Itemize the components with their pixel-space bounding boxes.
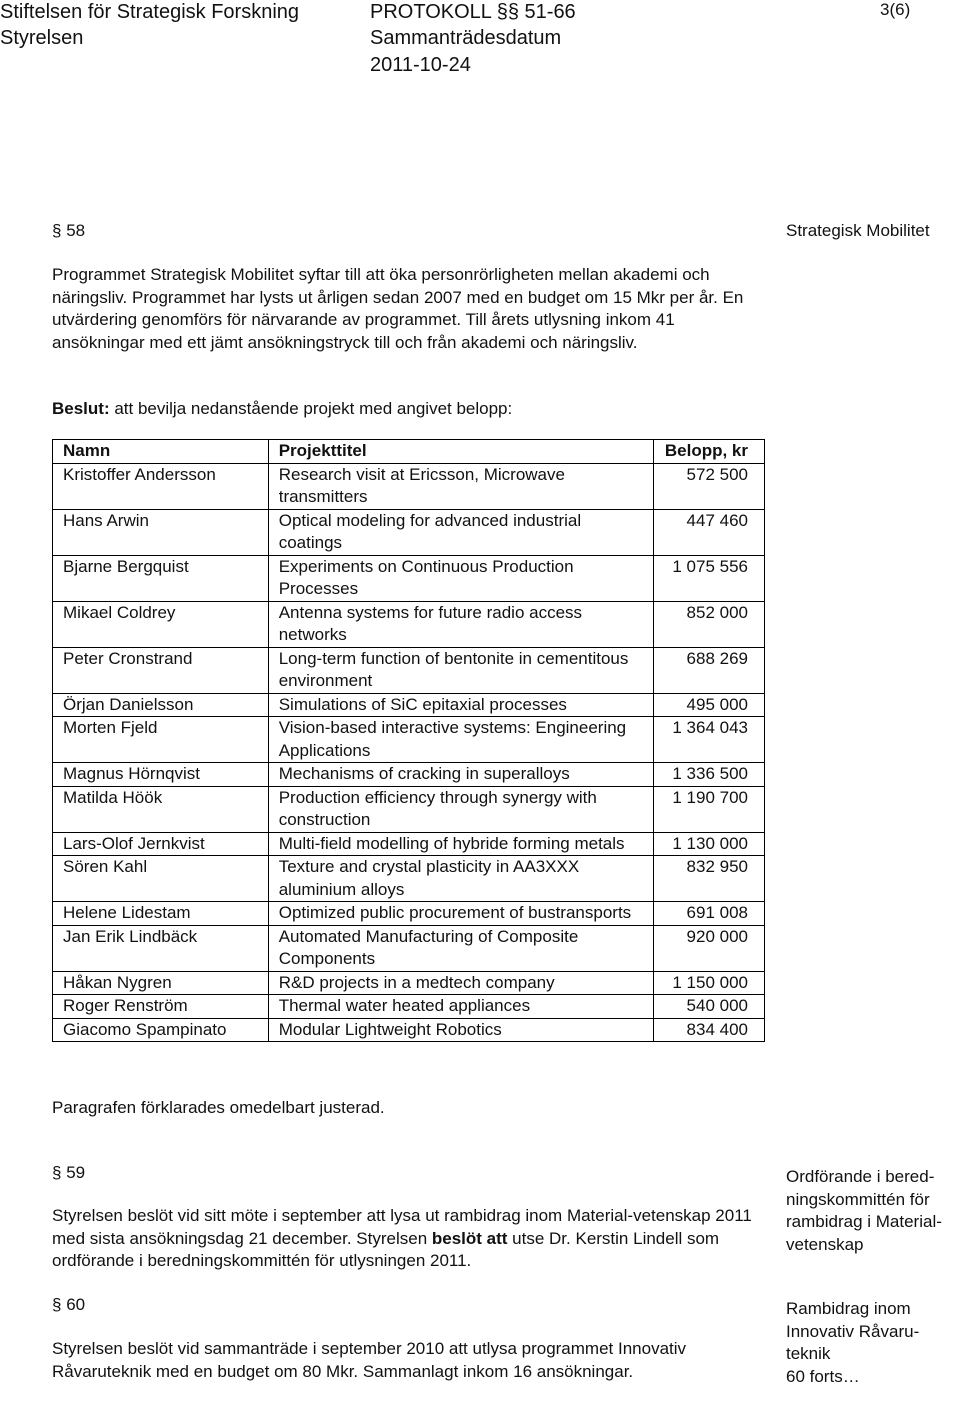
- cell-amount: 495 000: [654, 693, 765, 717]
- cell-name: Jan Erik Lindbäck: [53, 925, 269, 971]
- cell-name: Matilda Höök: [53, 786, 269, 832]
- cell-name: Hans Arwin: [53, 509, 269, 555]
- cell-project-title: Automated Manufacturing of Composite Components: [268, 925, 653, 971]
- table-row: [53, 1018, 765, 1042]
- section-59-text: [52, 1205, 752, 1273]
- section-number: 58: [66, 221, 86, 240]
- cell-project-title: Modular Lightweight Robotics: [268, 1018, 653, 1042]
- paragraph-sign-icon: §: [52, 221, 62, 240]
- cell-amount: 572 500: [654, 463, 765, 509]
- table-row: [53, 971, 765, 995]
- cell-name: Roger Renström: [53, 995, 269, 1019]
- side-line: vetenskap: [786, 1234, 864, 1254]
- cell-project-title: Long-term function of bentonite in cementitous environment: [268, 647, 653, 693]
- section-59-side-label: [786, 1166, 958, 1256]
- cell-amount: 1 150 000: [654, 971, 765, 995]
- side-line: teknik: [786, 1344, 831, 1363]
- cell-amount: 1 190 700: [654, 786, 765, 832]
- cell-project-title: Optical modeling for advanced industrial coatings: [268, 509, 653, 555]
- table-row: [53, 925, 765, 971]
- paragraph-sign-icon: §: [52, 1295, 62, 1314]
- cell-project-title: Optimized public procurement of bustransports: [268, 902, 653, 926]
- table-row: [53, 693, 765, 717]
- cell-project-title: Texture and crystal plasticity in AA3XXX aluminium alloys: [268, 856, 653, 902]
- grants-table: [52, 439, 765, 1042]
- side-line: 60 forts…: [786, 1366, 860, 1386]
- cell-name: Örjan Danielsson: [53, 693, 269, 717]
- section-58-closing: Paragrafen förklarades omedelbart justerad.: [52, 1098, 385, 1117]
- cell-amount: 691 008: [654, 902, 765, 926]
- cell-amount: 852 000: [654, 601, 765, 647]
- cell-project-title: Antenna systems for future radio access networks: [268, 601, 653, 647]
- cell-name: Lars-Olof Jernkvist: [53, 832, 269, 856]
- side-line: Rambidrag inom: [786, 1299, 911, 1318]
- column-header-name: Namn: [53, 440, 269, 464]
- cell-amount: 920 000: [654, 925, 765, 971]
- cell-name: Mikael Coldrey: [53, 601, 269, 647]
- table-row: [53, 647, 765, 693]
- cell-amount: 447 460: [654, 509, 765, 555]
- column-header-title: Projekttitel: [268, 440, 653, 464]
- section-58-side-label: Strategisk Mobilitet: [786, 221, 930, 240]
- section-58-decision: [52, 398, 764, 421]
- cell-project-title: Production efficiency through synergy with construction: [268, 786, 653, 832]
- cell-name: Helene Lidestam: [53, 902, 269, 926]
- cell-project-title: Multi-field modelling of hybride forming metals: [268, 832, 653, 856]
- table-header-row: [53, 440, 765, 464]
- paragraph-sign-icon: §: [52, 1163, 62, 1182]
- cell-amount: 834 400: [654, 1018, 765, 1042]
- section-60-side-label: [786, 1298, 958, 1388]
- cell-name: Kristoffer Andersson: [53, 463, 269, 509]
- section-range: 51-66: [524, 1, 576, 23]
- page-number: 3(6): [880, 0, 911, 19]
- text-run: Styrelsen beslöt vid sitt möte i september att lysa ut rambidrag inom Material-vetenskap 2011 med sista ansökningsdag 21 december. Styrelsen: [52, 1206, 752, 1248]
- table-row: [53, 555, 765, 601]
- table-row: [53, 509, 765, 555]
- cell-project-title: Experiments on Continuous Production Processes: [268, 555, 653, 601]
- header-org: Stiftelsen för Strategisk Forskning: [0, 1, 300, 23]
- table-row: [53, 463, 765, 509]
- header-board: Styrelsen: [0, 27, 84, 49]
- table-row: [53, 902, 765, 926]
- cell-name: Magnus Hörnqvist: [53, 763, 269, 787]
- header-doc-title: [370, 0, 576, 24]
- cell-amount: 832 950: [654, 856, 765, 902]
- section-59-heading: [52, 1162, 85, 1185]
- cell-name: Giacomo Spampinato: [53, 1018, 269, 1042]
- cell-project-title: R&D projects in a medtech company: [268, 971, 653, 995]
- table-row: [53, 786, 765, 832]
- cell-name: Sören Kahl: [53, 856, 269, 902]
- decision-emphasis: beslöt att: [431, 1228, 508, 1248]
- cell-project-title: Research visit at Ericsson, Microwave transmitters: [268, 463, 653, 509]
- side-line: Innovativ Råvaru-: [786, 1321, 920, 1341]
- column-header-amount: Belopp, kr: [654, 440, 765, 464]
- side-line: Ordförande i bered-: [786, 1167, 935, 1186]
- header-meeting-label: Sammanträdesdatum: [370, 27, 562, 49]
- section-58-text: Programmet Strategisk Mobilitet syftar till att öka personrörligheten mellan akademi och näringsliv. Programmet har lysts ut årligen sedan 2007 med en budget om 15 Mkr per år. En utvärdering genomförs för närvarande av programmet. Till årets utlysning inkom 41 ansökningar med ett jämt ansökningstryck till och från akademi och näringsliv.: [52, 265, 744, 352]
- decision-text: att bevilja nedanstående projekt med angivet belopp:: [109, 399, 513, 418]
- cell-name: Morten Fjeld: [53, 717, 269, 763]
- cell-project-title: Simulations of SiC epitaxial processes: [268, 693, 653, 717]
- decision-label: Beslut:: [52, 399, 110, 418]
- cell-amount: 1 075 556: [654, 555, 765, 601]
- doc-type: PROTOKOLL: [370, 1, 492, 23]
- table-row: [53, 832, 765, 856]
- cell-project-title: Mechanisms of cracking in superalloys: [268, 763, 653, 787]
- cell-amount: 1 364 043: [654, 717, 765, 763]
- cell-name: Bjarne Bergquist: [53, 555, 269, 601]
- section-60-text: Styrelsen beslöt vid sammanträde i september 2010 att utlysa programmet Innovativ Råvaruteknik med en budget om 80 Mkr. Sammanlagt inkom 16 ansökningar.: [52, 1339, 687, 1381]
- table-row: [53, 856, 765, 902]
- side-line: ningskommittén för: [786, 1189, 930, 1209]
- section-number: 60: [66, 1295, 86, 1314]
- cell-amount: 540 000: [654, 995, 765, 1019]
- cell-amount: 688 269: [654, 647, 765, 693]
- section-number: 59: [66, 1163, 86, 1182]
- cell-amount: 1 130 000: [654, 832, 765, 856]
- side-line: rambidrag i Material-: [786, 1212, 942, 1231]
- cell-amount: 1 336 500: [654, 763, 765, 787]
- text-run: utse Dr. Kerstin Lindell som ordförande i beredningskommittén för utlysningen 2011.: [52, 1228, 720, 1270]
- cell-project-title: Vision-based interactive systems: Engineering Applications: [268, 717, 653, 763]
- cell-project-title: Thermal water heated appliances: [268, 995, 653, 1019]
- table-row: [53, 717, 765, 763]
- paragraph-sign-icon: §§: [496, 1, 519, 23]
- section-60-heading: [52, 1294, 85, 1317]
- cell-name: Peter Cronstrand: [53, 647, 269, 693]
- table-row: [53, 601, 765, 647]
- section-58-heading: [52, 220, 85, 243]
- table-row: [53, 763, 765, 787]
- header-date: 2011-10-24: [370, 54, 471, 76]
- cell-name: Håkan Nygren: [53, 971, 269, 995]
- table-row: [53, 995, 765, 1019]
